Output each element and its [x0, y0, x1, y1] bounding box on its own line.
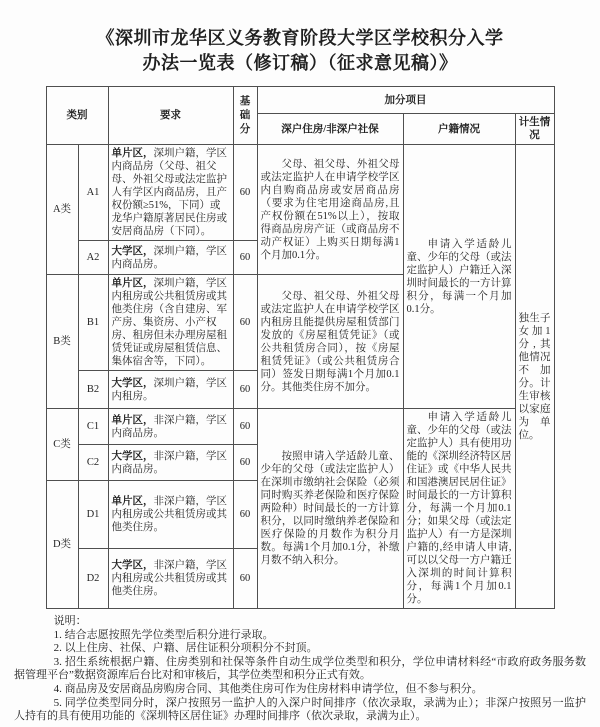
row-d1-req-prefix: 单片区， [111, 496, 154, 507]
row-a2-base-score: 60 [233, 241, 257, 275]
row-b1-req-prefix: 单片区， [111, 278, 154, 289]
row-a2-req-text: 深圳户籍，学区内商品房。 [111, 245, 227, 270]
header-bonus-housing: 深户住房/非深户社保 [257, 114, 403, 145]
row-d1-code: D1 [78, 481, 108, 549]
row-c2-req-prefix: 大学区， [111, 450, 154, 462]
header-bonus-group: 加分项目 [257, 87, 554, 114]
row-a1-base-score: 60 [233, 145, 257, 241]
row-a2-req-prefix: 大学区， [111, 245, 154, 257]
row-c1-req-text: 非深户籍，学区内商品房。 [111, 414, 227, 439]
header-bonus-hukou: 户籍情况 [403, 114, 515, 145]
bonus-housing-a: 父母、祖父母、外祖父母或法定监护人在申请学校学区内自购商品房或安居商品房（要求为住宅用途商品房,且产权份额在51%以上），按取得商品房房产证（或商品房不动产权证）上购买日期每满1个月加0.1分。 [257, 145, 403, 275]
row-a2-code: A2 [78, 241, 108, 275]
header-bonus-family: 计生情况 [515, 114, 554, 145]
header-category: 类别 [46, 87, 108, 145]
row-c1-code: C1 [78, 409, 108, 445]
row-d2-req-text: 非深户籍，学区内租房或公共租赁房或其他类住房。 [111, 560, 227, 597]
row-a1-req-prefix: 单片区， [111, 148, 154, 159]
row-d1-base-score: 60 [233, 481, 257, 549]
row-b2-req-prefix: 大学区， [111, 377, 154, 389]
header-base-score-text: 基础分 [239, 95, 251, 135]
row-c2-req-text: 非深户籍，学区内商品房。 [111, 450, 227, 475]
row-c1-base-score: 60 [233, 409, 257, 445]
category-c: C类 [46, 409, 78, 481]
row-a1-req-text: 深圳户籍，学区内商品房（父母、祖父母、外祖父母或法定监护人有学区内商品房，且产权份额≥51%，下同）或龙华户籍原著居民住房或安居商品房（下同）。 [111, 148, 227, 237]
row-c1-requirement [108, 409, 233, 445]
note-item-4: 4. 商品房及安居商品房购房合同、其他类住房可作为住房材料申请学位，但不参与积分。 [53, 682, 483, 695]
row-d2-code: D2 [78, 549, 108, 609]
row-d2-req-prefix: 大学区， [111, 560, 154, 571]
row-d1-req-text: 非深户籍，学区内租房或公共租赁房或其他类住房。 [111, 496, 227, 533]
row-d2-requirement [108, 549, 233, 609]
bonus-family-planning: 独生子女加1分,其他情况不加分。计生审核以家庭为单位。 [515, 145, 554, 609]
row-c2-base-score: 60 [233, 445, 257, 481]
row-d2-base-score: 60 [233, 549, 257, 609]
note-item-5: 5. 同学位类型同分时，深户按照另一监护人的入深户时间排序（依次录取，录满为止）；非深户按照另一监护人持有的具有使用功能的《深圳特区居住证》办理时间排序（依次录取，录满为止）。 [14, 696, 586, 723]
bonus-housing-b: 父母、祖父母、外祖父母或法定监护人在申请学校学区内租房且能提供房屋租赁部门发放的《房屋租赁凭证》（或公共租赁房合同），按《房屋租赁凭证》（或公共租赁房合同）签发日期每满1个月加0.1分。其他类住房不加分。 [257, 275, 403, 409]
row-b2-code: B2 [78, 371, 108, 409]
row-a1-code: A1 [78, 145, 108, 241]
row-a1-requirement [108, 145, 233, 241]
row-b2-requirement [108, 371, 233, 409]
notes-label: 说明： [53, 615, 87, 627]
bonus-hukou-ab: 申请入学适龄儿童、少年的父母（或法定监护人）户籍迁入深圳时间最长的一方计算积分，每满一个月加0.1分。 [403, 145, 515, 409]
row-b1-code: B1 [78, 275, 108, 371]
row-c2-requirement [108, 445, 233, 481]
notes-section [14, 615, 586, 724]
note-item-1: 1. 结合志愿按照先学位类型后积分进行录取。 [53, 628, 274, 641]
category-a: A类 [46, 145, 78, 275]
doc-title: 《深圳市龙华区义务教育阶段大学区学校积分入学办法一览表（修订稿）（征求意见稿）》 [96, 28, 504, 73]
row-b1-req-text: 深圳户籍，学区内租房或公共租赁房或其他类住房（含自建房、军产房、集资房、小产权房、租房但未办理房屋租赁凭证或房屋租赁信息、集体宿舍等，下同）。 [111, 278, 227, 367]
row-b1-base-score: 60 [233, 275, 257, 371]
bonus-housing-cd: 按照申请入学适龄儿童、少年的父母（或法定监护人）在深圳市缴纳社会保险（必须同时购买养老保险和医疗保险两险种）时间最长的一方计算积分，以同时缴纳养老保险和医疗保险的月数作为积分月数。每满1个月加0.1分，补缴月数不纳入积分。 [257, 409, 403, 609]
row-b2-base-score: 60 [233, 371, 257, 409]
note-item-3: 3. 招生系统根据户籍、住房类别和社保等条件自动生成学位类型和积分，学位申请材料经“市政府政务服务数据管理平台”数据资源库后台比对和审核后，其学位类型和积分正式有效。 [14, 655, 586, 682]
note-item-2: 2. 以上住房、社保、户籍、居住证积分项积分不封顶。 [53, 642, 318, 655]
row-b2-req-text: 深圳户籍，学区内租房。 [111, 377, 227, 402]
header-requirement: 要求 [108, 87, 233, 145]
row-a2-requirement [108, 241, 233, 275]
row-c1-req-prefix: 单片区， [111, 414, 154, 426]
category-d: D类 [46, 481, 78, 609]
header-base-score [233, 87, 257, 145]
row-c2-code: C2 [78, 445, 108, 481]
row-d1-requirement [108, 481, 233, 549]
admission-points-table [46, 86, 555, 609]
category-b: B类 [46, 275, 78, 409]
row-b1-requirement [108, 275, 233, 371]
bonus-hukou-cd: 申请入学适龄儿童、少年的父母（或法定监护人）具有使用功能的《深圳经济特区居住证》或《中华人民共和国港澳居民居住证》时间最长的一方计算积分，每满一个月加0.1分；如果父母（或法定监护人）有一方是深圳户籍的,经申请人申请,可以以父母一方户籍迁入深圳的时间计算积分，每满1个月加0.1分。 [403, 409, 515, 609]
